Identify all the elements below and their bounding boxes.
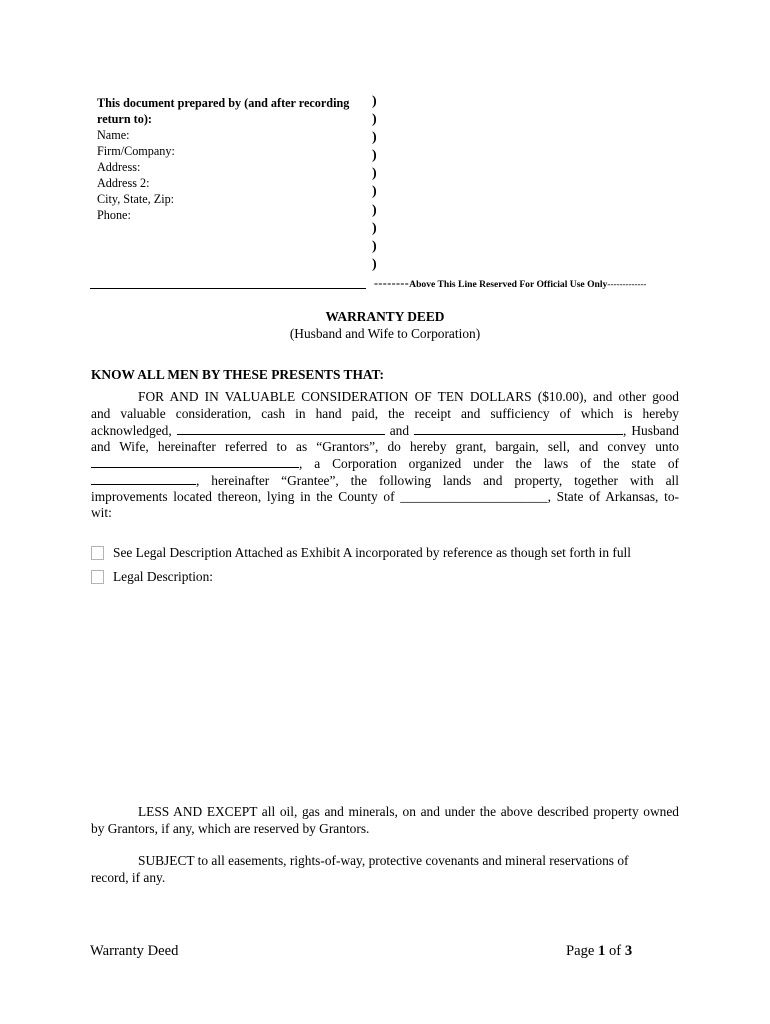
county-blank[interactable]: ______________________ xyxy=(400,488,548,504)
preparer-phone-label: Phone: xyxy=(97,208,131,222)
grantee-name-blank[interactable] xyxy=(91,455,299,468)
comma-text: , xyxy=(299,456,303,472)
paren: ) xyxy=(372,184,377,200)
dashes-right: ------------- xyxy=(607,279,647,289)
paragraph-line xyxy=(91,489,679,506)
preparer-name-label: Name: xyxy=(97,128,130,142)
paragraph-line: FOR AND IN VALUABLE CONSIDERATION OF TEN DOLLARS ($10.00), and other good xyxy=(138,389,679,404)
paragraph-line: record, if any. xyxy=(91,869,166,885)
paren: ) xyxy=(372,166,377,182)
legal-description-checkbox[interactable] xyxy=(91,570,104,584)
preparer-title-line1: This document prepared by (and after recording xyxy=(97,96,350,110)
subject-paragraph xyxy=(91,853,679,886)
parenthesis-column xyxy=(372,93,377,274)
paren: ) xyxy=(372,202,377,218)
paragraph-line xyxy=(91,455,679,472)
paragraph-line: wit: xyxy=(91,505,112,521)
document-title: WARRANTY DEED xyxy=(325,309,445,324)
legal-description-label: Legal Description: xyxy=(113,569,214,584)
paragraph-line: LESS AND EXCEPT all oil, gas and minerals, on and under the above described property owned xyxy=(138,804,679,819)
paren: ) xyxy=(372,256,377,272)
less-except-paragraph xyxy=(91,804,679,837)
preparer-firm-label: Firm/Company: xyxy=(97,144,175,158)
preparer-block xyxy=(97,95,367,223)
total-pages: 3 xyxy=(624,943,633,959)
preparer-title-line2: return to): xyxy=(97,112,152,126)
dashes-left: -------- xyxy=(374,276,410,290)
state-arkansas-text: , State of Arkansas, to- xyxy=(547,488,679,504)
grantee-text: , hereinafter “Grantee”, the following lands and property, together with all xyxy=(196,472,679,488)
document-subtitle: (Husband and Wife to Corporation) xyxy=(289,326,481,341)
official-use-text: Above This Line Reserved For Official Use Only xyxy=(409,279,608,290)
of-word: of xyxy=(608,943,622,959)
husband-text: , Husband xyxy=(623,423,679,439)
preparer-signature-line xyxy=(90,288,366,289)
official-use-notice xyxy=(374,276,646,291)
state-blank[interactable] xyxy=(91,472,196,485)
preparer-address2-label: Address 2: xyxy=(97,176,150,190)
paragraph-line: SUBJECT to all easements, rights-of-way, protective covenants and mineral reservations of xyxy=(138,853,629,868)
paragraph-line xyxy=(91,422,679,439)
grantor-husband-blank[interactable] xyxy=(177,422,385,435)
paragraph-line: and Wife, hereinafter referred to as “Grantors”, do hereby grant, bargain, sell, and convey unto xyxy=(91,438,679,454)
current-page: 1 xyxy=(598,943,606,959)
preparer-address-label: Address: xyxy=(97,160,141,174)
county-lead-text: improvements located thereon, lying in the County of xyxy=(91,488,395,504)
consideration-paragraph xyxy=(91,389,679,522)
corporation-text: a Corporation organized under the laws of the state of xyxy=(314,456,679,472)
paren: ) xyxy=(372,94,377,109)
paren: ) xyxy=(372,130,377,146)
paragraph-line: and valuable consideration, cash in hand paid, the receipt and sufficiency of which is hereby xyxy=(91,405,679,421)
legal-description-option xyxy=(91,569,213,585)
exhibit-a-option xyxy=(91,545,631,561)
paragraph-line: by Grantors, if any, which are reserved by Grantors. xyxy=(91,820,370,836)
footer-document-name: Warranty Deed xyxy=(90,943,179,959)
exhibit-a-label: See Legal Description Attached as Exhibit A incorporated by reference as though set forth in full xyxy=(113,545,631,560)
paren: ) xyxy=(372,112,377,128)
paren: ) xyxy=(372,220,377,236)
know-all-men-heading: KNOW ALL MEN BY THESE PRESENTS THAT: xyxy=(91,367,384,382)
page-word: Page xyxy=(566,943,595,959)
preparer-city-label: City, State, Zip: xyxy=(97,192,175,206)
paren: ) xyxy=(372,238,377,254)
and-text: and xyxy=(389,423,410,439)
grantor-wife-blank[interactable] xyxy=(414,422,623,435)
footer-page-number xyxy=(566,943,632,960)
paren: ) xyxy=(372,148,377,164)
exhibit-a-checkbox[interactable] xyxy=(91,546,104,560)
acknowledged-text: acknowledged, xyxy=(91,423,172,439)
paragraph-line xyxy=(91,472,679,489)
